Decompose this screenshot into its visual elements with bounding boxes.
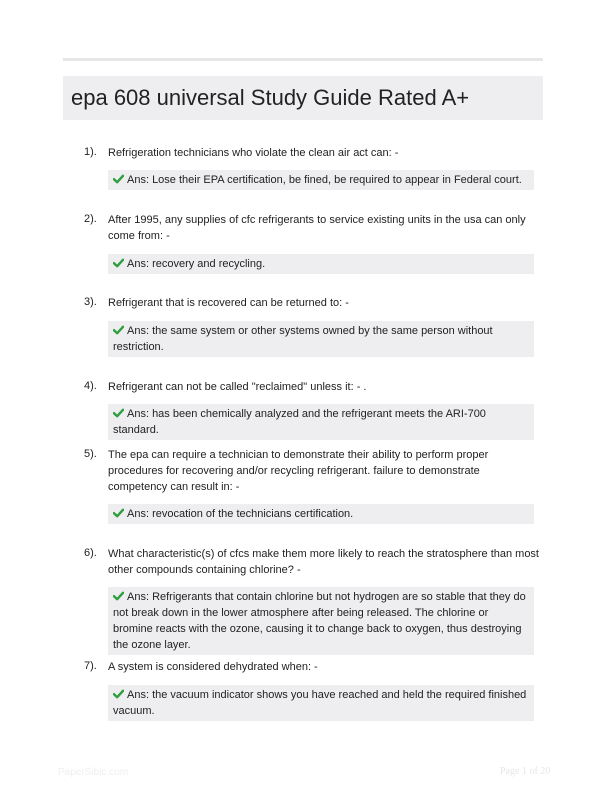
footer-watermark: PaperSibic.com: [58, 767, 129, 778]
question-text: Refrigerant that is recovered can be returned to: -: [108, 297, 349, 309]
page-number: Page 1 of 20: [500, 766, 551, 777]
question-number: 1).: [84, 146, 97, 158]
question-text: What characteristic(s) of cfcs make them more likely to reach the stratosphere than most other compounds containing chlorine? -: [108, 548, 539, 576]
top-divider: [63, 58, 543, 61]
question-number: 2).: [84, 213, 97, 225]
check-icon: [113, 325, 124, 335]
document-title: epa 608 universal Study Guide Rated A+: [71, 85, 470, 110]
answer-text: Ans: revocation of the technicians certification.: [127, 508, 354, 520]
answer-box: [108, 504, 534, 524]
check-icon: [113, 591, 124, 601]
answer-text: Ans: the vacuum indicator shows you have reached and held the required finished vacuum.: [113, 689, 527, 717]
answer-text: Ans: the same system or other systems owned by the same person without restriction.: [113, 325, 493, 353]
answer-box: [108, 685, 534, 721]
check-icon: [113, 258, 124, 268]
title-bar: [63, 76, 543, 120]
question-text: After 1995, any supplies of cfc refrigerants to service existing units in the usa can only come from: -: [108, 214, 526, 242]
answer-box: [108, 321, 534, 357]
question-text: Refrigerant can not be called "reclaimed" unless it: - .: [108, 381, 367, 393]
check-icon: [113, 508, 124, 518]
question-number: 7).: [84, 660, 97, 672]
check-icon: [113, 174, 124, 184]
answer-box: [108, 404, 534, 440]
question-number: 6).: [84, 547, 97, 559]
question-text: A system is considered dehydrated when: -: [108, 661, 318, 673]
question-number: 4).: [84, 380, 97, 392]
check-icon: [113, 408, 124, 418]
question-number: 5).: [84, 448, 97, 460]
check-icon: [113, 689, 124, 699]
answer-box: [108, 587, 534, 655]
question-number: 3).: [84, 296, 97, 308]
question-text: Refrigeration technicians who violate the clean air act can: -: [108, 147, 399, 159]
answer-text: Ans: Lose their EPA certification, be fined, be required to appear in Federal court.: [127, 174, 522, 186]
answer-text: Ans: has been chemically analyzed and the refrigerant meets the ARI-700 standard.: [113, 408, 486, 436]
answer-text: Ans: recovery and recycling.: [127, 258, 266, 270]
question-text: The epa can require a technician to demonstrate their ability to perform proper procedures for recovering and/or recycling refrigerant. failure to demonstrate competency can result in: -: [108, 449, 489, 493]
answer-box: [108, 254, 534, 274]
answer-box: [108, 170, 534, 190]
answer-text: Ans: Refrigerants that contain chlorine but not hydrogen are so stable that they do not break down in the lower atmosphere after being released. The chlorine or bromine reacts with the ozone, causing it to change back to oxygen, thus destroying the ozone layer.: [113, 591, 526, 651]
